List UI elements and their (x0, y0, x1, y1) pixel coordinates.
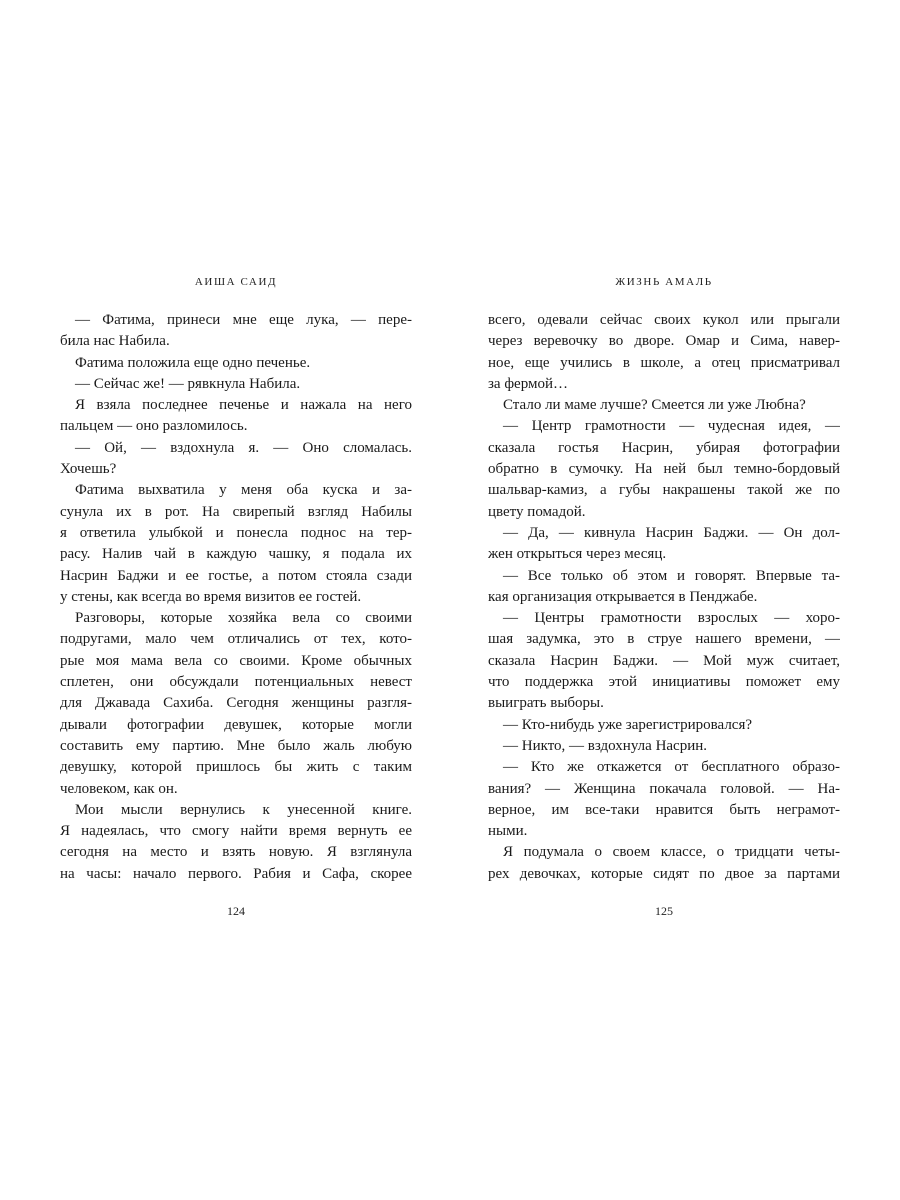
text-line: кая организация открывается в Пенджабе. (488, 588, 758, 605)
text-line: Мои мысли вернулись к унесенной книге. (75, 801, 412, 818)
text-line: Насрин Баджи и ее гостье, а потом стояла сзади (60, 567, 412, 584)
text-line: рые моя мама вела со своими. Кроме обычных (60, 652, 412, 669)
page-number-left: 124 (227, 904, 245, 918)
text-line: — Центры грамотности взрослых — хоро- (503, 610, 840, 627)
text-line: девушку, которой пришлось бы жить с таким (60, 759, 412, 776)
text-line: Я надеялась, что смогу найти время вернуть ее (60, 823, 412, 840)
text-line: — Сейчас же! — рявкнула Набила. (75, 375, 301, 392)
text-line: — Ой, — вздохнула я. — Оно сломалась. (75, 439, 412, 456)
text-line: расу. Налив чай в каждую чашку, я подала их (60, 546, 412, 563)
right-page (488, 0, 840, 1200)
text-line: выиграть выборы. (488, 695, 604, 712)
text-line: ными. (488, 823, 528, 840)
text-line: сплетен, они обсуждали потенциальных невест (60, 674, 412, 691)
text-line: рех девочках, которые сидят по двое за партами (488, 865, 840, 882)
text-line: для Джавада Сахиба. Сегодня женщины разгля- (60, 695, 412, 712)
text-line: — Центр грамотности — чудесная идея, — (503, 418, 840, 435)
page-number-right: 125 (655, 904, 673, 918)
text-line: вания? — Женщина покачала головой. — На- (488, 780, 840, 797)
text-line: через веревочку во дворе. Омар и Сима, навер- (488, 333, 840, 350)
text-line: составить ему партию. Мне было жаль любую (60, 737, 412, 754)
text-line: человеком, как он. (60, 780, 178, 797)
text-line: — Все только об этом и говорят. Впервые та- (503, 567, 840, 584)
text-line: Фатима выхватила у меня оба куска и за- (75, 482, 412, 499)
running-head-author: АИША САИД (194, 276, 278, 288)
text-line: верное, им все-таки нравится быть неграмот- (488, 801, 840, 818)
text-line: что поддержка этой инициативы поможет ему (488, 674, 840, 691)
text-line: я ответила улыбкой и понесла поднос на тер- (60, 524, 412, 541)
text-line: на часы: начало первого. Рабия и Сафа, скорее (60, 865, 412, 882)
text-line: — Кто-нибудь уже зарегистрировался? (503, 716, 753, 733)
text-line: Я подумала о своем классе, о тридцати четы- (503, 844, 840, 861)
text-line: жен открыться через месяц. (488, 546, 667, 563)
text-line: Разговоры, которые хозяйка вела со своими (75, 610, 412, 627)
text-line: — Фатима, принеси мне еще лука, — пере- (75, 312, 412, 328)
text-line: шая задумка, это в струе нашего времени, — (488, 631, 840, 648)
text-line: за фермой… (488, 375, 569, 392)
text-line: у стены, как всегда во время визитов ее гостей. (60, 588, 362, 605)
text-line: Фатима положила еще одно печенье. (75, 354, 311, 371)
text-line: — Никто, — вздохнула Насрин. (503, 737, 708, 754)
left-text-block (60, 310, 412, 885)
text-line: пальцем — оно разломилось. (60, 418, 248, 435)
right-text-block (488, 310, 840, 885)
text-line: — Кто же откажется от бесплатного образо- (503, 759, 840, 776)
text-line: ное, еще учились в школе, а отец присматривал (488, 354, 840, 371)
text-line: сказала Насрин Баджи. — Мой муж считает, (488, 652, 840, 669)
left-page (60, 0, 412, 1200)
text-line: дывали фотографии девушек, которые могли (60, 716, 412, 733)
text-line: цвету помадой. (488, 503, 586, 520)
text-line: всего, одевали сейчас своих кукол или прыгали (488, 312, 840, 328)
running-head-title: ЖИЗНЬ АМАЛЬ (615, 276, 713, 288)
text-line: Хочешь? (60, 461, 117, 478)
text-line: Я взяла последнее печенье и нажала на него (75, 397, 412, 414)
text-line: обратно в сумочку. На ней был темно-бордовый (488, 461, 840, 478)
text-line: шальвар-камиз, а губы накрашены такой же по (488, 482, 840, 499)
text-line: Стало ли маме лучше? Смеется ли уже Любна? (503, 397, 806, 414)
text-line: била нас Набила. (60, 333, 170, 350)
text-line: сунула их в рот. На свирепый взгляд Набилы (60, 503, 412, 520)
text-line: — Да, — кивнула Насрин Баджи. — Он дол- (503, 524, 840, 541)
text-line: сегодня на место и взять новую. Я взглянула (60, 844, 412, 861)
text-line: подругами, мало чем отличались от тех, кото- (60, 631, 412, 648)
text-line: сказала гостья Насрин, убирая фотографии (488, 439, 840, 456)
